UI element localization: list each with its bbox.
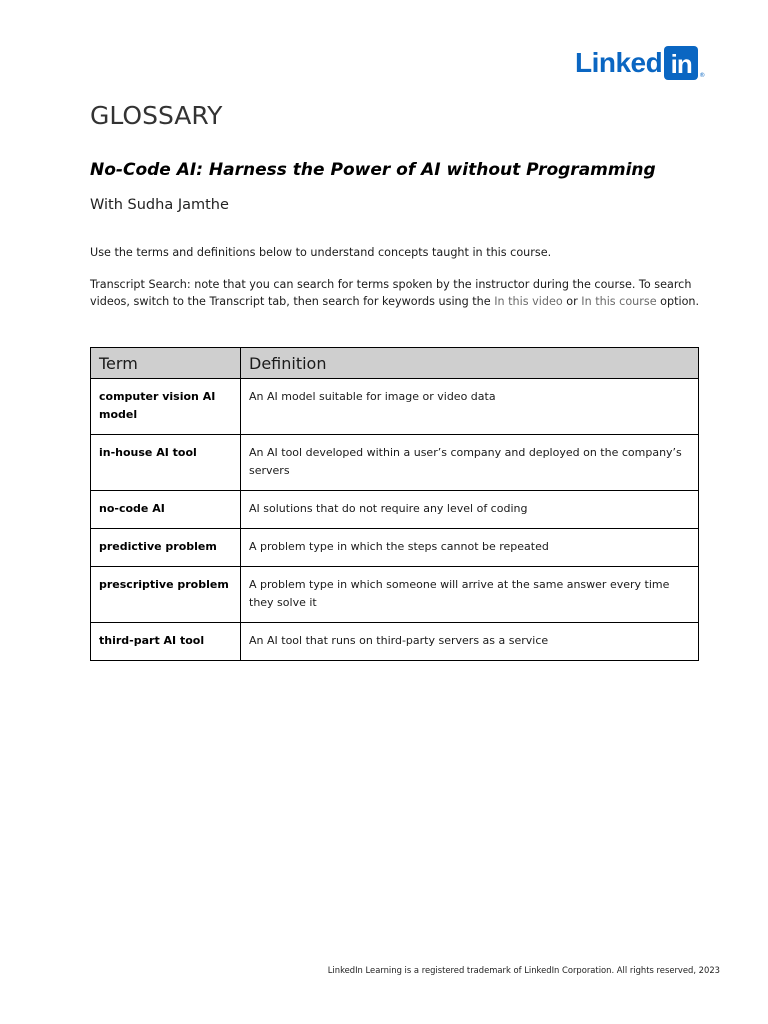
definition-cell: An AI tool developed within a user’s company and deployed on the company’s servers	[241, 435, 699, 491]
table-row	[91, 379, 699, 435]
definition-cell: A problem type in which the steps cannot be repeated	[241, 529, 699, 567]
term-cell: third-part AI tool	[91, 623, 241, 661]
course-title: No-Code AI: Harness the Power of AI without Programming	[90, 160, 656, 180]
in-this-video-link[interactable]: In this video	[494, 295, 563, 308]
column-header-definition: Definition	[241, 348, 699, 379]
transcript-search-note	[90, 276, 702, 310]
table-row	[91, 623, 699, 661]
linkedin-logo	[575, 45, 705, 80]
definition-cell: An AI model suitable for image or video data	[241, 379, 699, 435]
glossary-table	[90, 347, 699, 661]
column-header-term: Term	[91, 348, 241, 379]
table-header-row	[91, 348, 699, 379]
term-cell: no-code AI	[91, 491, 241, 529]
definition-cell: A problem type in which someone will arrive at the same answer every time they solve it	[241, 567, 699, 623]
page-title: GLOSSARY	[90, 101, 223, 130]
table-row	[91, 567, 699, 623]
term-cell: computer vision AI model	[91, 379, 241, 435]
instructor-line: With Sudha Jamthe	[90, 197, 229, 213]
table-row	[91, 491, 699, 529]
term-cell: predictive problem	[91, 529, 241, 567]
transcript-text-or: or	[562, 295, 582, 308]
term-cell: in-house AI tool	[91, 435, 241, 491]
term-cell: prescriptive problem	[91, 567, 241, 623]
intro-text: Use the terms and definitions below to understand concepts taught in this course.	[90, 246, 552, 259]
definition-cell: An AI tool that runs on third-party servers as a service	[241, 623, 699, 661]
footer-trademark: LinkedIn Learning is a registered trademark of LinkedIn Corporation. All rights reserved, 2023	[327, 965, 720, 975]
transcript-text-after: option.	[656, 295, 700, 308]
logo-in-box: in	[664, 46, 698, 80]
definition-cell: AI solutions that do not require any level of coding	[241, 491, 699, 529]
table-row	[91, 529, 699, 567]
logo-registered-mark: ®	[699, 72, 706, 79]
in-this-course-link[interactable]: In this course	[581, 295, 657, 308]
transcript-text-before: Transcript Search: note that you can search for terms spoken by the instructor during the course. To search videos, switch to the Transcript tab, then search for keywords using the	[90, 278, 692, 308]
logo-wordmark: Linked	[575, 47, 663, 78]
table-row	[91, 435, 699, 491]
